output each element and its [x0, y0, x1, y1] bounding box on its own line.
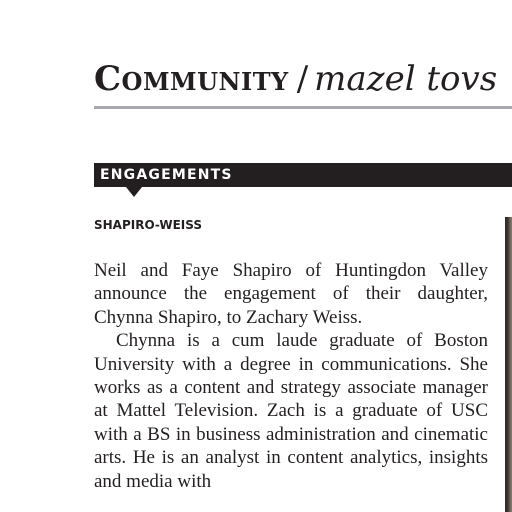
section-header	[94, 59, 498, 99]
announcement-title: SHAPIRO-WEISS	[94, 218, 202, 232]
announcement-paragraph: Neil and Faye Shapiro of Huntingdon Valley announce the engagement of their daughter, Chynna Shapiro, to Zachary Weiss.	[94, 260, 488, 328]
category-bar-pointer	[126, 187, 142, 197]
announcement-body	[94, 259, 488, 493]
announcement-paragraph: Chynna is a cum laude graduate of Boston University with a degree in communications. She works as a content and strategy associate manager at Mattel Television. Zach is a graduate of USC with a BS in business administration and cinematic arts. He is an analyst in content analytics, insights and media with	[94, 330, 488, 492]
photo-edge	[505, 217, 512, 512]
section-subtitle: mazel tovs	[314, 59, 498, 99]
header-rule	[94, 106, 512, 109]
category-label: ENGAGEMENTS	[100, 167, 233, 183]
category-bar	[94, 163, 512, 187]
section-title: Community	[94, 59, 289, 99]
section-separator: /	[296, 59, 309, 99]
